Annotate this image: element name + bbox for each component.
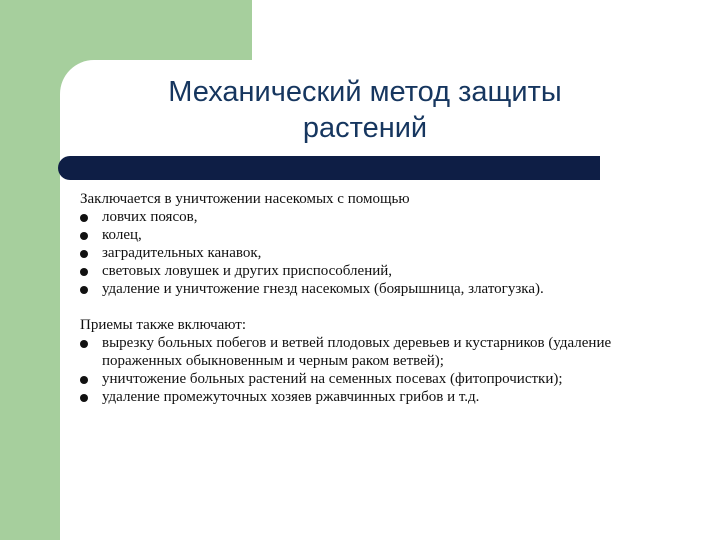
list-item-text: световых ловушек и других приспособлений, [102,263,393,279]
title-divider-bar [58,156,600,180]
list-item [80,334,660,370]
list-item [80,262,660,280]
bullet-icon [80,286,88,294]
bullet-icon [80,232,88,240]
list-item [80,244,660,262]
slide-title-line-2: растений [302,112,428,144]
section-techniques-list [80,334,660,406]
list-item [80,370,660,388]
list-item-text: удаление и уничтожение гнезд насекомых (боярышница, златогузка). [102,281,544,297]
list-item-text: вырезку больных побегов и ветвей плодовых деревьев и кустарников (удаление пораженных обыкновенным и черным раком ветвей); [102,335,612,369]
slide-title-line-1: Механический метод защиты [168,76,562,108]
list-item-text: ловчих поясов, [102,209,198,225]
bullet-icon [80,214,88,222]
section-methods-intro: Заключается в уничтожении насекомых с помощью [80,191,410,207]
list-item-text: колец, [102,227,142,243]
bullet-icon [80,394,88,402]
list-item [80,388,660,406]
section-methods-list [80,208,660,298]
bullet-icon [80,250,88,258]
list-item-text: уничтожение больных растений на семенных посевах (фитопрочистки); [102,371,563,387]
list-item-text: удаление промежуточных хозяев ржавчинных грибов и т.д. [102,389,480,405]
bullet-icon [80,268,88,276]
section-techniques [80,316,660,406]
slide-body [80,190,660,406]
list-item [80,280,660,298]
list-item-text: заградительных канавок, [102,245,262,261]
list-item [80,226,660,244]
bullet-icon [80,340,88,348]
slide-title [120,74,610,146]
decor-green-strip [0,60,60,540]
section-techniques-intro: Приемы также включают: [80,317,247,333]
bullet-icon [80,376,88,384]
section-methods [80,190,660,298]
list-item [80,208,660,226]
